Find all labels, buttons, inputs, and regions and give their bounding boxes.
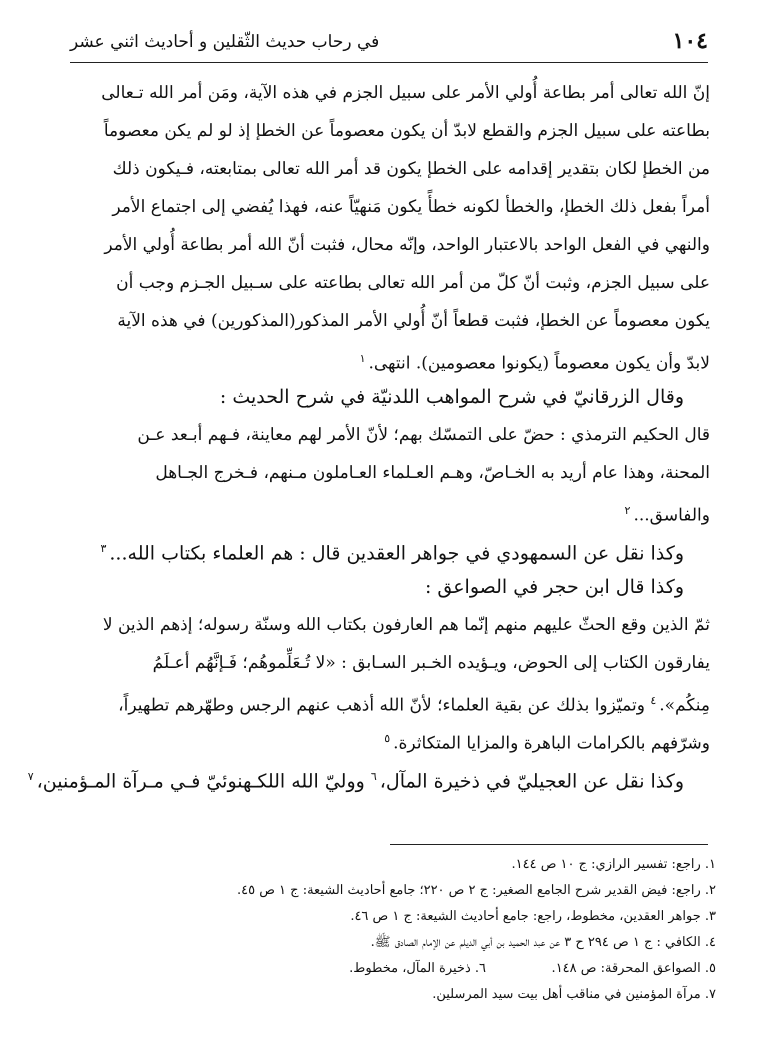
footnote: ٦. ذخيرة المآل، مخطوط.: [349, 961, 486, 976]
text-line: والنهي في الفعل الواحد بالاعتبار الواحد، وإنّه محال، فثبت أنّ الله أمر بطاعة أُولي الأمر: [104, 235, 710, 255]
text-line: المحنة، وهذا عام أريد به الخـاصّ، وهـم العـلماء العـاملون مـنهم، فـخرج الجـاهل: [155, 463, 710, 483]
footnote-marker: ٣: [100, 542, 107, 555]
text-line: وكذا نقل عن العجيليّ في ذخيرة المآل،$^٦$ ووليّ الله اللكـهنوئيّ فـي مـرآة المـؤمنين،$^٧$: [27, 770, 684, 793]
footnote-pair: [120, 956, 716, 982]
footnotes: [120, 852, 716, 1008]
text-line: وشرّفهم بالكرامات الباهرة والمزايا المتكاثرة.$^٥$: [384, 732, 710, 754]
text-line: والفاسق...$^٢$: [624, 504, 710, 526]
running-title: في رحاب حديث الثّقلين و أحاديث اثني عشر: [70, 32, 380, 52]
page-number: ١٠٤: [672, 28, 708, 54]
main-text: [27, 74, 710, 796]
footnote-marker: ٦: [370, 770, 377, 783]
footnote: ٢. راجع: فيض القدير شرح الجامع الصغير: ج ٢ ص ٢٢٠؛ جامع أحاديث الشيعة: ج ١ ص ٤٥.: [236, 883, 716, 898]
text-line: وقال الزرقانيّ في شرح المواهب اللدنيّة في شرح الحديث :: [219, 386, 684, 408]
text-line: من الخطإ لكان بتقدير إقدامه على الخطإ يكون قد أمر الله تعالى بمتابعته، فـيكون ذلك: [112, 159, 710, 179]
text-line: ثمّ الذين وقع الحثّ عليهم منهم إنّما هم العارفون بكتاب الله وسنّة رسوله؛ إذهم الذين لا: [102, 615, 710, 635]
footnote-marker: ٧: [27, 770, 34, 783]
text-line: على سبيل الجزم، وثبت أنّ كلّ من أمر الله تعالى بطاعته على سـبيل الجـزم وجب أن: [116, 273, 710, 293]
footnote: ٣. جواهر العقدين، مخطوط، راجع: جامع أحاديث الشيعة: ج ١ ص ٤٦.: [350, 909, 716, 924]
footnote-marker: ٤: [650, 694, 657, 707]
footnote-separator: [390, 844, 708, 845]
text-line: مِنكُم».$^٤$ وتميّزوا بذلك عن بقية العلماء؛ لأنّ الله أذهب عنهم الرجس وطهّرهم تطهيراً،: [118, 694, 710, 716]
footnote: ٧. مرآة المؤمنين في مناقب أهل بيت سيد المرسلين.: [432, 987, 716, 1002]
page-header: [70, 22, 708, 63]
text-line: يفارقون الكتاب إلى الحوض، ويـؤيده الخـبر السـابق : «لا تُـعَلِّموهُم؛ فَـإنَّهُم أعـلَمُ: [152, 653, 710, 673]
footnote: ١. راجع: تفسير الرازي: ج ١٠ ص ١٤٤.: [511, 857, 716, 872]
footnote: ٥. الصواعق المحرقة: ص ١٤٨.: [551, 961, 716, 976]
text-line: أمراً بفعل ذلك الخطإ، والخطأ لكونه خطأً يكون مَنهيّاً عنه، فهذا يُفضي إلى اجتماع الأمر: [112, 197, 710, 217]
footnote-marker: ١: [359, 352, 366, 365]
text-line: وكذا نقل عن السمهودي في جواهر العقدين قال : هم العلماء بكتاب الله...$^٣$: [100, 542, 684, 565]
text-line: بطاعته على سبيل الجزم والقطع لابدّ أن يكون معصوماً عن الخطإ إذ لو لم يكن معصوماً: [103, 121, 710, 141]
text-line: لابدّ وأن يكون معصوماً (يكونوا معصومين). انتهى.$^١$: [359, 352, 710, 374]
text-line: وكذا قال ابن حجر في الصواعق :: [424, 576, 684, 598]
text-line: يكون معصوماً عن الخطإ، فثبت قطعاً أنّ أُولي الأمر المذكور(المذكورين) في هذه الآية: [117, 311, 710, 331]
text-line: قال الحكيم الترمذي : حضّ على التمسّك بهم؛ لأنّ الأمر لهم معاينة، فـهم أبـعد عـن: [137, 425, 710, 445]
footnote-marker: ٢: [624, 504, 631, 517]
footnote: ٤. الكافي : ج ١ ص ٢٩٤ ح ٣ عن عبد الحميد بن أبي الديلم عن الإمام الصادق ﷺ.: [370, 935, 716, 950]
text-line: إنّ الله تعالى أمر بطاعة أُولي الأمر على سبيل الجزم في هذه الآية، ومَن أمر الله تـعالى: [101, 83, 710, 103]
footnote-marker: ٥: [384, 732, 391, 745]
